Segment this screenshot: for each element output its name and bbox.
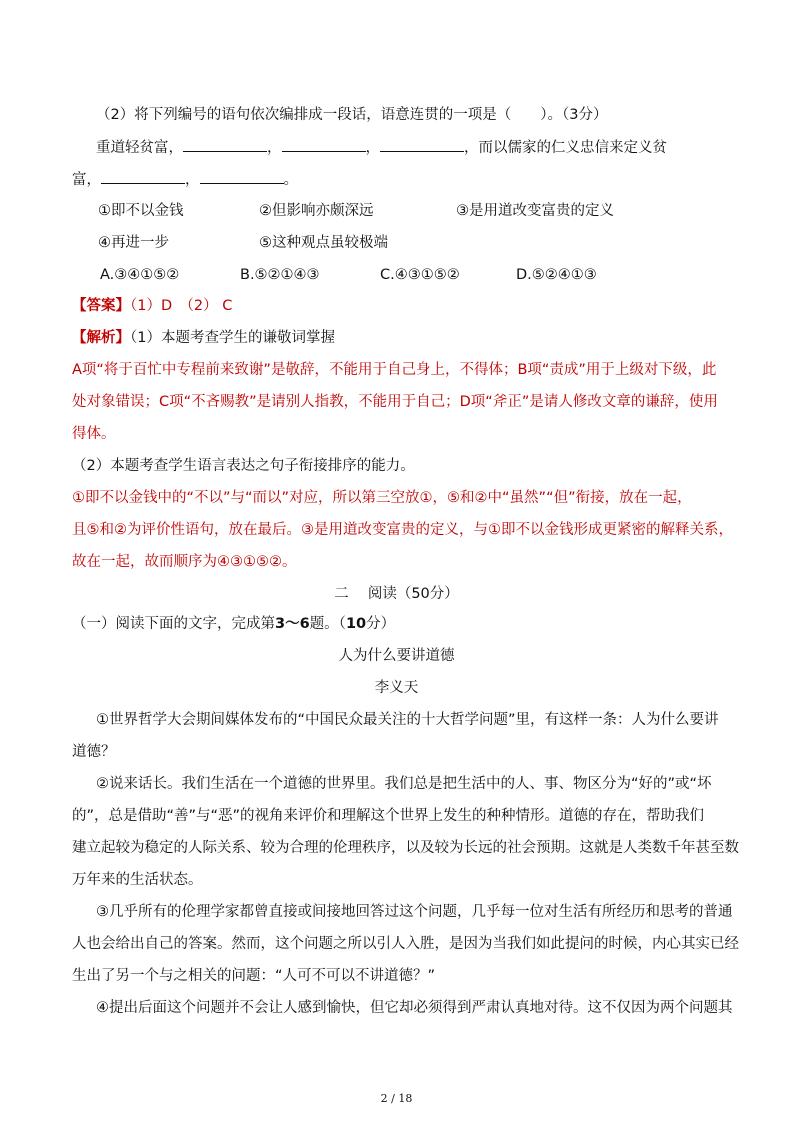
section-intro-c: 题。（ (309, 616, 346, 632)
section-title: 二 阅读（50分） (334, 586, 459, 602)
question-line2-start: 富， (72, 172, 101, 188)
article-line: 的”，总是借助“善”与“恶”的视角来评价和理解这个世界上发生的种种情形。道德的存在，帮助我们 (72, 808, 705, 824)
blank-3 (380, 137, 464, 152)
option-a: A.③④①⑤② (100, 267, 180, 283)
article-line: 道德？ (72, 744, 116, 760)
article-line: 人也会给出自己的答案。然而，这个问题之所以引人入胜，是因为当我们如此提问的时候，内心其实已经 (72, 936, 739, 952)
question-line1-start: 重道轻贫富， (96, 140, 183, 156)
sep-1: ， (267, 140, 282, 156)
sep-2: ， (365, 140, 380, 156)
answer-line (72, 296, 232, 316)
article-title: 人为什么要讲道德 (338, 648, 455, 664)
sentence-item-4: ④再进一步 (98, 235, 169, 251)
analysis-p1-head: （1）本题考查学生的谦敬词掌握 (130, 330, 335, 346)
article-line: ①世界哲学大会期间媒体发布的“中国民众最关注的十大哲学问题”里，有这样一条：人为什么要讲 (96, 712, 719, 728)
sentence-item-5: ⑤这种观点虽较极端 (259, 235, 388, 251)
section-intro-e: 分） (366, 616, 396, 632)
section-intro-a: （一）阅读下面的文字，完成第 (72, 616, 275, 632)
analysis-tag: 【解析】 (72, 330, 130, 346)
option-b: B.⑤②①④③ (240, 267, 320, 283)
analysis-p2-head: （2）本题考查学生语言表达之句子衔接排序的能力。 (72, 458, 415, 474)
analysis-p1-line: A项“将于百忙中专程前来致谢”是敬辞，不能用于自己身上，不得体；B项“责成”用于上级对下级，此 (72, 362, 717, 378)
article-line: 建立起较为稳定的人际关系、较为合理的伦理秩序，以及较为长远的社会预期。这就是人类数千年甚至数 (72, 840, 739, 856)
analysis-p2-line: 且⑤和②为评价性语句，放在最后。③是用道改变富贵的定义，与①即不以金钱形成更紧密的解释关系， (72, 522, 733, 538)
question-stem: （2）将下列编号的语句依次编排成一段话，语意连贯的一项是（ ）。（3分） (96, 107, 608, 123)
article-line: ④提出后面这个问题并不会让人感到愉快，但它却必须得到严肃认真地对待。这不仅因为两个问题其 (96, 1000, 733, 1016)
article-line: 生出了另一个与之相关的问题：“人可不可以不讲道德？” (72, 968, 436, 984)
analysis-head (72, 328, 335, 348)
section-intro-b: 3～6 (275, 616, 310, 632)
question-line1-end: ，而以儒家的仁义忠信来定义贫 (464, 140, 667, 156)
blank-5 (200, 169, 284, 184)
option-d: D.⑤②④①③ (516, 267, 597, 283)
sentence-item-1: ①即不以金钱 (98, 203, 184, 219)
article-author: 李义天 (374, 680, 419, 696)
analysis-p1-line: 处对象错误；C项“不吝赐教”是请别人指教，不能用于自己；D项“斧正”是请人修改文章的谦辞，使用 (72, 394, 718, 410)
analysis-p2-line: ①即不以金钱中的“不以”与“而以”对应，所以第三空放①，⑤和②中“虽然”“但”衔接，放在一起， (72, 490, 692, 506)
blank-2 (282, 137, 366, 152)
blank-4 (101, 169, 185, 184)
section-intro-d: 10 (345, 616, 367, 632)
analysis-p1-line: 得体。 (72, 426, 116, 442)
analysis-p2-line: 故在一起，故而顺序为④③①⑤②。 (72, 554, 297, 570)
article-line: ③几乎所有的伦理学家都曾直接或间接地回答过这个问题，几乎每一位对生活有所经历和思考的普通 (96, 904, 733, 920)
question-line-2 (72, 169, 298, 190)
question-line-1 (96, 137, 667, 158)
blank-1 (183, 137, 267, 152)
sentence-item-2: ②但影响亦颇深远 (259, 203, 374, 219)
question-line2-end: 。 (283, 172, 298, 188)
article-line: ②说来话长。我们生活在一个道德的世界里。我们总是把生活中的人、事、物区分为“好的”或“坏 (96, 776, 712, 792)
option-c: C.④③①⑤② (380, 267, 460, 283)
article-line: 万年来的生活状态。 (72, 872, 203, 888)
sentence-item-3: ③是用道改变富贵的定义 (456, 203, 614, 219)
answer-text: （1）D （2） C (130, 298, 233, 314)
answer-tag: 【答案】 (72, 298, 130, 314)
page-number: 2 / 18 (380, 1092, 413, 1105)
sep-3: ， (185, 172, 200, 188)
section-intro (72, 614, 395, 634)
